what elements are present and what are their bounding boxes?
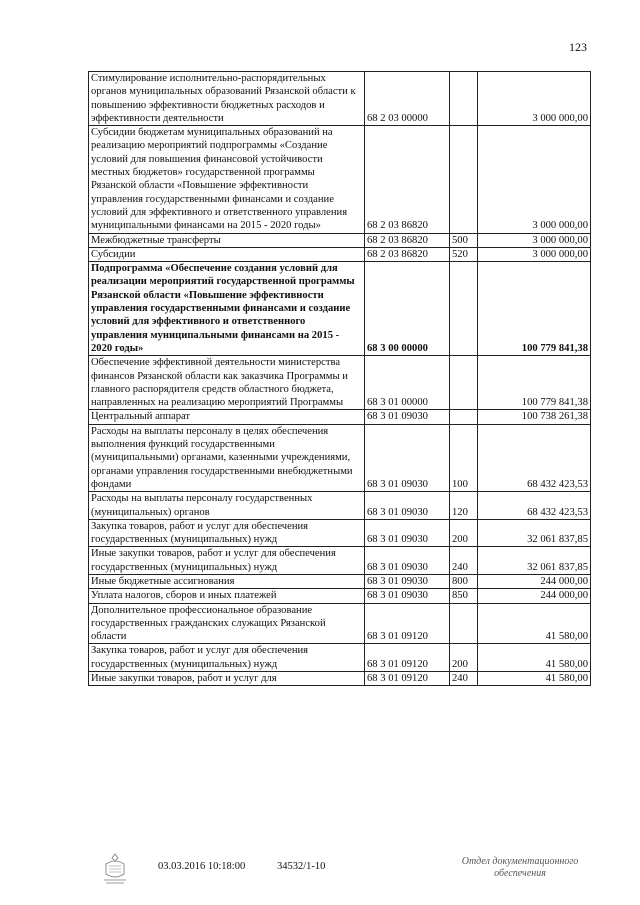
row-type-cell [450,72,478,126]
row-sum-cell: 41 580,00 [478,644,591,672]
table-row [89,492,591,520]
department-stamp [452,856,588,880]
row-type-cell: 100 [450,424,478,491]
stamp-line-2: обеспечения [494,868,546,879]
row-sum-cell: 100 738 261,38 [478,410,591,424]
row-name-cell: Субсидии бюджетам муниципальных образований на реализацию мероприятий подпрограммы «Создание условий для повышения финансовой устойчивости местных бюджетов» государственной программы Рязанской области «Повышение эффективности управления государственными финансами и создание условий для эффективного и ответственного управления муниципальными финансами на 2015 - 2020 годы» [89,126,365,233]
row-sum-cell: 68 432 423,53 [478,424,591,491]
row-type-cell: 850 [450,589,478,603]
row-name-cell: Обеспечение эффективной деятельности министерства финансов Рязанской области как заказчика Программы и главного распорядителя средств областного бюджета, направленных на реализацию мероприятий Программы [89,356,365,410]
row-code-cell: 68 3 01 09120 [365,603,450,644]
page-number: 123 [569,40,587,54]
row-type-cell: 520 [450,247,478,261]
row-name-cell: Уплата налогов, сборов и иных платежей [89,589,365,603]
row-sum-cell: 32 061 837,85 [478,519,591,547]
row-sum-cell: 3 000 000,00 [478,247,591,261]
row-code-cell: 68 2 03 86820 [365,247,450,261]
row-sum-cell: 100 779 841,38 [478,356,591,410]
table-row [89,72,591,126]
table-row [89,262,591,356]
row-type-cell: 120 [450,492,478,520]
row-name-cell: Подпрограмма «Обеспечение создания условий для реализации мероприятий государственной программы Рязанской области «Повышение эффективности управления государственными финансами и создание условий для эффективного и ответственного управления муниципальными финансами на 2015 - 2020 годы» [89,262,365,356]
table-row [89,672,591,686]
row-name-cell: Иные бюджетные ассигнования [89,574,365,588]
row-code-cell: 68 3 01 09030 [365,547,450,575]
table-row [89,126,591,233]
table-row [89,603,591,644]
row-code-cell: 68 3 01 09030 [365,410,450,424]
row-sum-cell: 3 000 000,00 [478,233,591,247]
budget-table-body [89,72,591,686]
row-type-cell: 240 [450,672,478,686]
row-name-cell: Закупка товаров, работ и услуг для обеспечения государственных (муниципальных) нужд [89,644,365,672]
row-type-cell [450,126,478,233]
row-name-cell: Расходы на выплаты персоналу в целях обеспечения выполнения функций государственными (муниципальными) органами, казенными учреждениями, органами управления государственными внебюджетными фондами [89,424,365,491]
footer-date: 03.03.2016 10:18:00 [158,861,246,872]
row-sum-cell: 244 000,00 [478,574,591,588]
row-code-cell: 68 2 03 00000 [365,72,450,126]
row-code-cell: 68 2 03 86820 [365,233,450,247]
table-row [89,410,591,424]
row-type-cell [450,262,478,356]
row-type-cell: 800 [450,574,478,588]
table-row [89,233,591,247]
row-code-cell: 68 2 03 86820 [365,126,450,233]
row-name-cell: Стимулирование исполнительно-распорядительных органов муниципальных образований Рязанской области к повышению эффективности бюджетных расходов и эффективности деятельности [89,72,365,126]
row-code-cell: 68 3 00 00000 [365,262,450,356]
row-name-cell: Межбюджетные трансферты [89,233,365,247]
row-name-cell: Закупка товаров, работ и услуг для обеспечения государственных (муниципальных) нужд [89,519,365,547]
row-name-cell: Дополнительное профессиональное образование государственных гражданских служащих Рязанской области [89,603,365,644]
table-row [89,519,591,547]
row-sum-cell: 68 432 423,53 [478,492,591,520]
budget-table [88,71,591,686]
table-row [89,356,591,410]
row-code-cell: 68 3 01 09120 [365,672,450,686]
row-name-cell: Расходы на выплаты персоналу государственных (муниципальных) органов [89,492,365,520]
row-name-cell: Центральный аппарат [89,410,365,424]
table-row [89,247,591,261]
stamp-line-1: Отдел документационного [461,856,579,867]
row-type-cell [450,603,478,644]
footer-doc-number: 34532/1-10 [277,861,326,872]
row-sum-cell: 100 779 841,38 [478,262,591,356]
row-sum-cell: 32 061 837,85 [478,547,591,575]
row-type-cell [450,356,478,410]
row-code-cell: 68 3 01 09030 [365,574,450,588]
duma-emblem-icon [100,852,130,886]
row-type-cell: 240 [450,547,478,575]
row-code-cell: 68 3 01 00000 [365,356,450,410]
row-sum-cell: 3 000 000,00 [478,72,591,126]
table-row [89,424,591,491]
row-name-cell: Субсидии [89,247,365,261]
row-sum-cell: 41 580,00 [478,603,591,644]
row-code-cell: 68 3 01 09120 [365,644,450,672]
table-row [89,547,591,575]
table-row [89,589,591,603]
row-type-cell: 500 [450,233,478,247]
table-row [89,574,591,588]
row-code-cell: 68 3 01 09030 [365,424,450,491]
row-code-cell: 68 3 01 09030 [365,589,450,603]
row-code-cell: 68 3 01 09030 [365,519,450,547]
row-name-cell: Иные закупки товаров, работ и услуг для обеспечения государственных (муниципальных) нужд [89,547,365,575]
table-row [89,644,591,672]
row-sum-cell: 244 000,00 [478,589,591,603]
row-code-cell: 68 3 01 09030 [365,492,450,520]
row-sum-cell: 3 000 000,00 [478,126,591,233]
row-type-cell: 200 [450,644,478,672]
row-type-cell [450,410,478,424]
row-name-cell: Иные закупки товаров, работ и услуг для [89,672,365,686]
row-sum-cell: 41 580,00 [478,672,591,686]
row-type-cell: 200 [450,519,478,547]
